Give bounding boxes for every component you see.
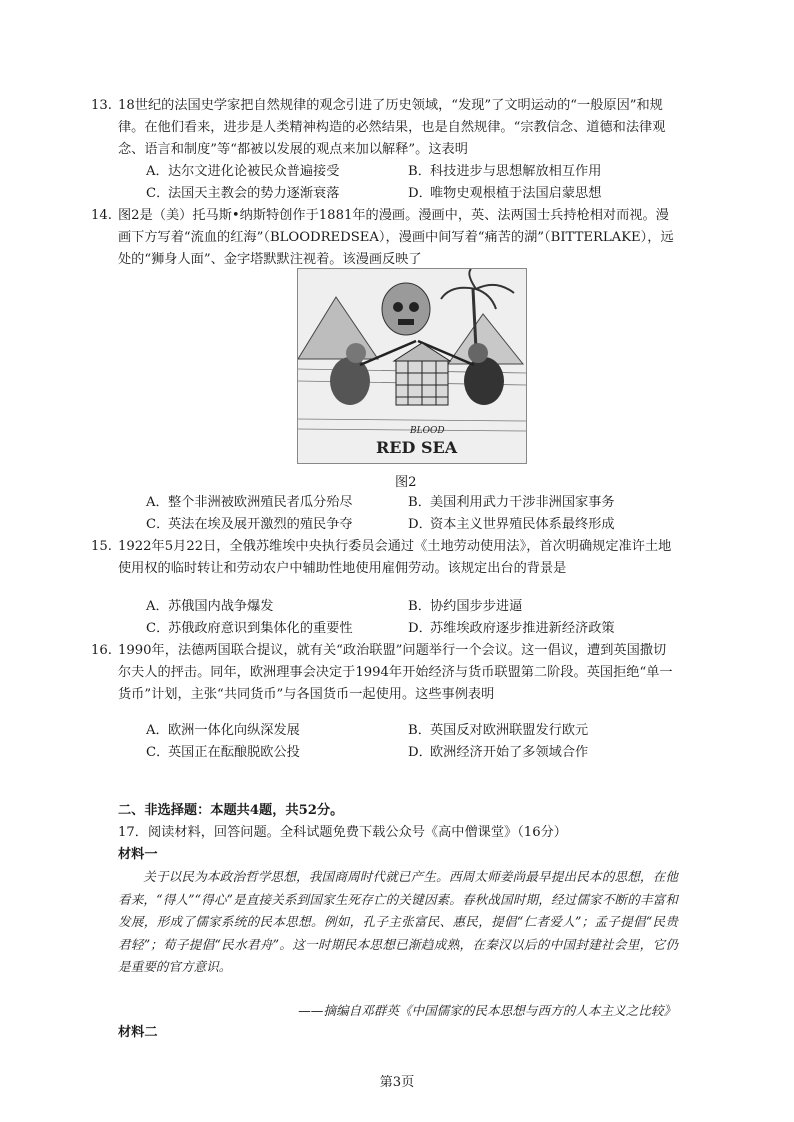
page-number: 第3页 [379, 1075, 415, 1090]
option-d: D．欧洲经济开始了多领域合作 [408, 745, 589, 760]
options-15 [146, 596, 666, 640]
options-13 [146, 161, 666, 205]
question-text: 18世纪的法国史学家把自然规律的观念引进了历史领域，“发现”了文明运动的“一般原因”和规律。在他们看来，进步是人类精神构造的必然结果，也是自然规律。“宗教信念、道德和法律观念、语言和制度”等“都被以发展的观点来加以解释”。这表明 [118, 98, 666, 157]
cartoon-illustration [298, 269, 526, 463]
option-c: C．英法在埃及展开激烈的殖民争夺 [146, 517, 353, 532]
material-1-text: 关于以民为本政治哲学思想，我国商周时代就已产生。西周太师姜尚最早提出民本的思想，在他看来，“得人”“得心”是直接关系到国家生死存亡的关键因素。春秋战国时期，经过儒家不断的丰富和发展，形成了儒家系统的民本思想。例如，孔子主张富民、惠民，提倡“仁者爱人”；孟子提倡“民贵君轻”；荀子提倡“民水君舟”。这一时期民本思想已渐趋成熟，在秦汉以后的中国封建社会里，它仍是重要的官方意识。 [118, 869, 678, 974]
section-title: 二、非选择题：本题共4题，共52分。 [118, 803, 344, 818]
option-d: D．唯物史观根植于法国启蒙思想 [408, 186, 602, 201]
option-a: A．欧洲一体化向纵深发展 [146, 723, 300, 738]
material-1-title: 材料一 [118, 847, 158, 862]
question-16 [91, 640, 678, 706]
option-a: A．达尔文进化论被民众普遍接受 [146, 164, 340, 179]
question-13 [91, 95, 678, 161]
option-d: D．苏维埃政府逐步推进新经济政策 [408, 621, 615, 636]
question-17-prompt: 17．阅读材料，回答问题。全科试题免费下载公众号《高中僧课堂》（16分） [118, 825, 567, 840]
option-b: B．美国利用武力干涉非洲国家事务 [408, 495, 615, 510]
cartoon-figure [297, 268, 527, 464]
question-text: 1990年，法德两国联合提议，就有关“政治联盟”问题举行一个会议。这一倡议，遭到英国撒切尔夫人的抨击。同年，欧洲理事会决定于1994年开始经济与货币联盟第二阶段。英国拒绝“单一货币”计划，主张“共同货币”与各国货币一起使用。这些事例表明 [118, 643, 673, 702]
options-14 [146, 492, 666, 536]
option-d: D．资本主义世界殖民体系最终形成 [408, 517, 615, 532]
option-a: A．苏俄国内战争爆发 [146, 599, 274, 614]
option-b: B．科技进步与思想解放相互作用 [408, 164, 602, 179]
question-number: 14. [91, 208, 112, 223]
figure-caption: 图2 [395, 475, 417, 490]
question-15 [91, 536, 678, 580]
question-number: 15. [91, 539, 112, 554]
material-1-source: ——摘编自邓群英《中国儒家的民本思想与西方的人本主义之比较》 [298, 1003, 676, 1018]
option-b: B．协约国步步进逼 [408, 599, 523, 614]
cartoon-text-red-sea: RED SEA [376, 438, 458, 457]
question-number: 13. [91, 98, 112, 113]
question-14 [91, 205, 678, 271]
material-2-title: 材料二 [118, 1025, 158, 1040]
question-text: 图2是（美）托马斯•纳斯特创作于1881年的漫画。漫画中，英、法两国士兵持枪相对而视。漫画下方写着“流血的红海”（BLOODREDSEA），漫画中间写着“痛苦的湖”（BITTERLAKE），远处的“狮身人面”、金字塔默默注视着。该漫画反映了 [118, 208, 674, 267]
option-a: A．整个非洲被欧洲殖民者瓜分殆尽 [146, 495, 353, 510]
options-16 [146, 720, 666, 764]
option-b: B．英国反对欧洲联盟发行欧元 [408, 723, 589, 738]
cartoon-text-blood: BLOOD [410, 426, 445, 436]
question-text: 1922年5月22日，全俄苏维埃中央执行委员会通过《土地劳动使用法》，首次明确规定准许土地使用权的临时转让和劳动农户中辅助性地使用雇佣劳动。该规定出台的背景是 [118, 539, 672, 576]
option-c: C．英国正在酝酿脱欧公投 [146, 745, 300, 760]
option-c: C．苏俄政府意识到集体化的重要性 [146, 621, 353, 636]
question-number: 16. [91, 643, 112, 658]
option-c: C．法国天主教会的势力逐渐衰落 [146, 186, 340, 201]
